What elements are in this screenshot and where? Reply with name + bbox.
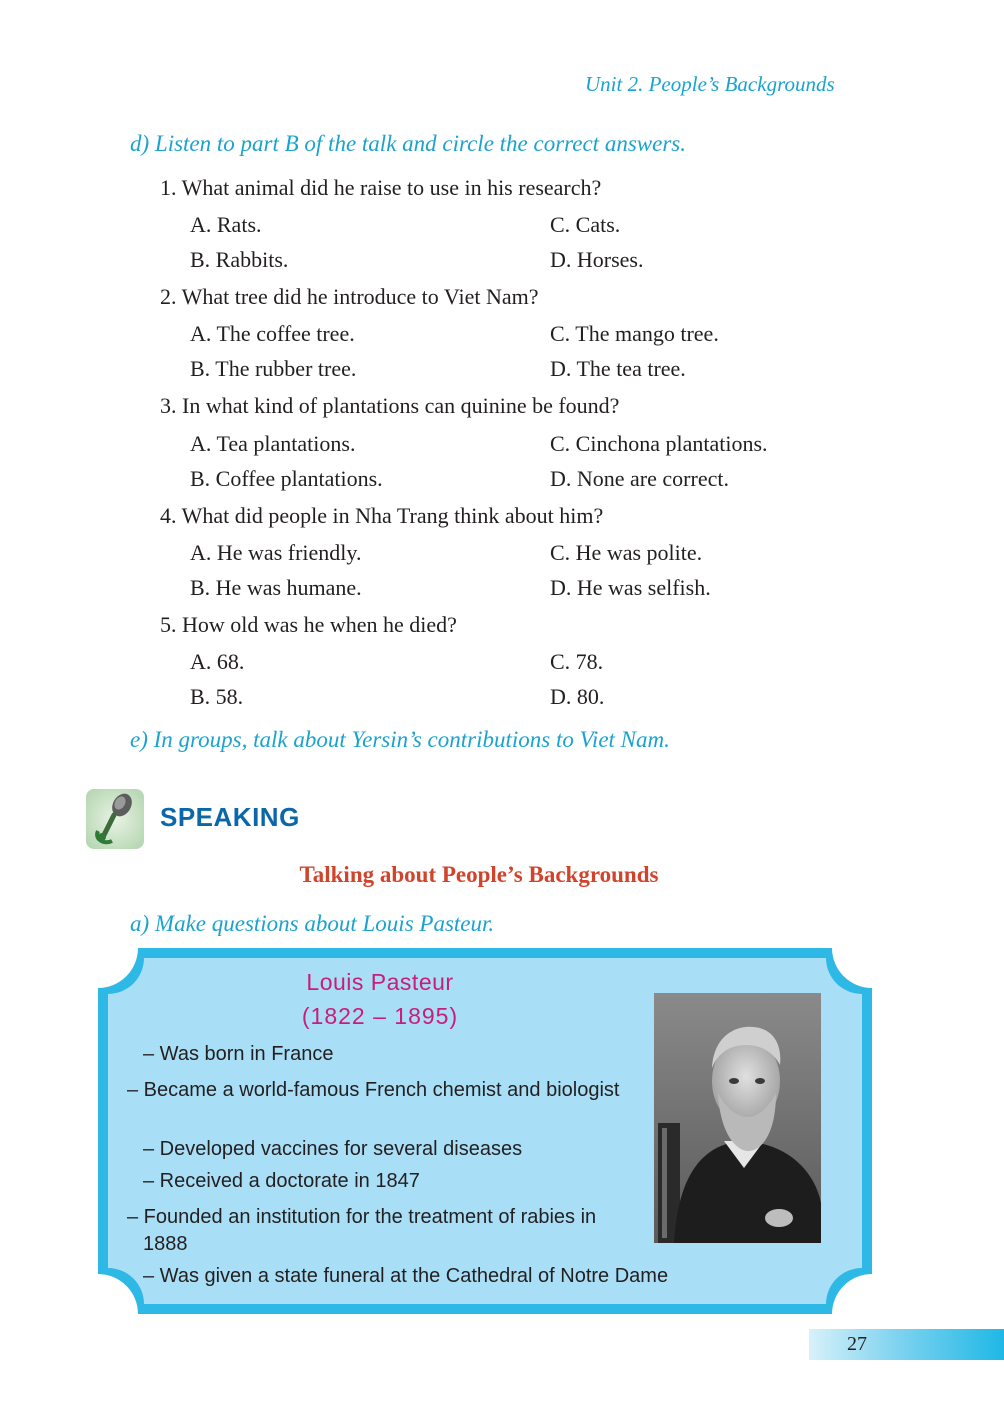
option-3a: A. Tea plantations. [190,431,356,456]
instruction-a: a) Make questions about Louis Pasteur. [130,911,495,936]
question-4: 4. What did people in Nha Trang think about him? [160,503,604,528]
info-card [98,948,872,1314]
fact-5: – Founded an institution for the treatment of rabies in 1888 [127,1206,597,1255]
option-2d: D. The tea tree. [550,356,686,381]
option-5b: B. 58. [190,684,244,709]
page-number: 27 [847,1333,867,1355]
option-3b: B. Coffee plantations. [190,466,383,491]
question-5: 5. How old was he when he died? [160,612,457,637]
microphone-icon [84,787,146,851]
option-5c: C. 78. [550,649,604,674]
fact-2: – Became a world-famous French chemist and biologist [127,1079,620,1101]
fact-6: – Was given a state funeral at the Cathedral of Notre Dame [143,1265,669,1287]
card-years: (1822 – 1895) [301,1003,459,1029]
instruction-e: e) In groups, talk about Yersin’s contributions to Viet Nam. [130,727,670,752]
speaking-subtitle: Talking about People’s Backgrounds [299,862,659,887]
question-2: 2. What tree did he introduce to Viet Nam? [160,284,539,309]
option-4b: B. He was humane. [190,575,362,600]
option-3d: D. None are correct. [550,466,729,491]
option-4d: D. He was selfish. [550,575,711,600]
option-2b: B. The rubber tree. [190,356,357,381]
option-1c: C. Cats. [550,212,621,237]
option-1b: B. Rabbits. [190,247,289,272]
option-5d: D. 80. [550,684,605,709]
fact-1: – Was born in France [143,1043,334,1065]
option-2c: C. The mango tree. [550,321,719,346]
option-2a: A. The coffee tree. [190,321,355,346]
speaking-title: SPEAKING [160,802,300,832]
instruction-d: d) Listen to part B of the talk and circle the correct answers. [130,131,686,156]
unit-header: Unit 2. People’s Backgrounds [585,72,835,96]
option-4c: C. He was polite. [550,540,703,565]
card-name: Louis Pasteur [306,969,454,995]
question-3: 3. In what kind of plantations can quinine be found? [160,393,620,418]
question-1: 1. What animal did he raise to use in his research? [160,175,602,200]
option-1d: D. Horses. [550,247,644,272]
option-4a: A. He was friendly. [190,540,362,565]
fact-4: – Received a doctorate in 1847 [143,1170,420,1192]
option-5a: A. 68. [190,649,245,674]
fact-3: – Developed vaccines for several diseases [143,1138,523,1160]
option-1a: A. Rats. [190,212,262,237]
portrait-photo [654,993,821,1243]
option-3c: C. Cinchona plantations. [550,431,768,456]
